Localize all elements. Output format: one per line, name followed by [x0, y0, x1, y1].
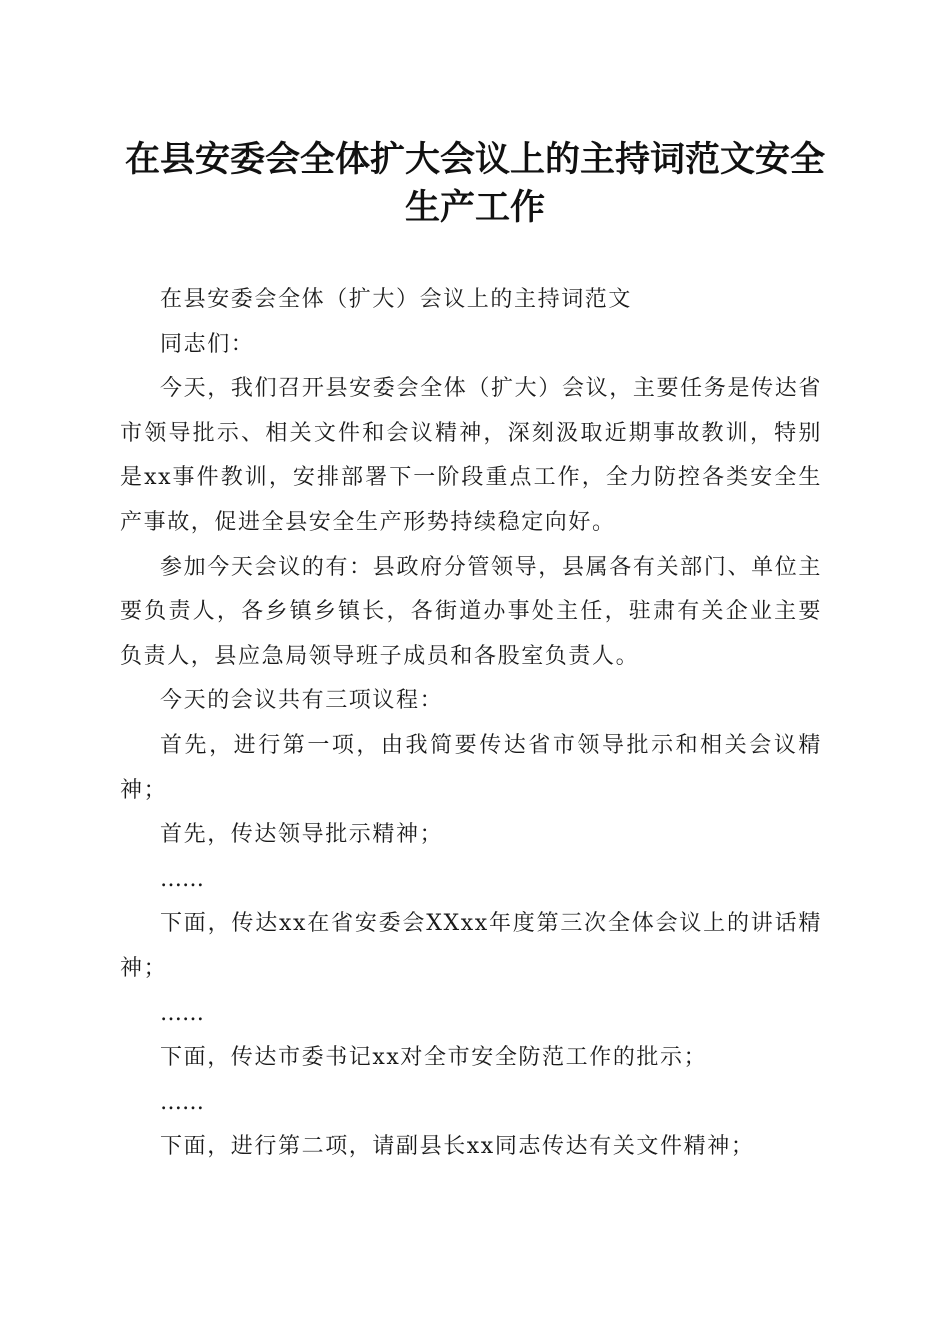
paragraph-agenda-item-2: 下面，进行第二项，请副县长xx同志传达有关文件精神； [160, 1134, 755, 1160]
paragraph-ellipsis: …… [160, 1000, 204, 1026]
paragraph-provincial-speech: 下面，传达xx在省安委会XXxx年度第三次全体会议上的讲话精神； [120, 911, 822, 981]
paragraph-attendees: 参加今天会议的有：县政府分管领导，县属各有关部门、单位主要负责人，各乡镇乡镇长，各街道办事处主任，驻肃有关企业主要负责人，县应急局领导班子成员和各股室负责人。 [120, 554, 822, 669]
paragraph-salutation: 同志们： [160, 331, 255, 357]
paragraph-agenda-item-1: 首先，进行第一项，由我简要传达省市领导批示和相关会议精神； [120, 732, 822, 803]
paragraph-agenda-intro: 今天的会议共有三项议程： [160, 688, 444, 714]
paragraph-municipal-instruction: 下面，传达市委书记xx对全市安全防范工作的批示； [160, 1045, 708, 1071]
paragraph-ellipsis: …… [160, 1089, 204, 1115]
document-body [120, 278, 822, 1170]
document-title: 在县安委会全体扩大会议上的主持词范文安全生产工作 [124, 139, 825, 228]
paragraph-ellipsis: …… [160, 866, 204, 892]
paragraph-purpose: 今天，我们召开县安委会全体（扩大）会议，主要任务是传达省市领导批示、相关文件和会议精神，深刻汲取近期事故教训，特别是xx事件教训，安排部署下一阶段重点工作，全力防控各类安全生产事故，促进全县安全生产形势持续稳定向好。 [120, 376, 822, 535]
paragraph-leader-instructions: 首先，传达领导批示精神； [160, 822, 444, 848]
paragraph-heading: 在县安委会全体（扩大）会议上的主持词范文 [160, 287, 633, 312]
